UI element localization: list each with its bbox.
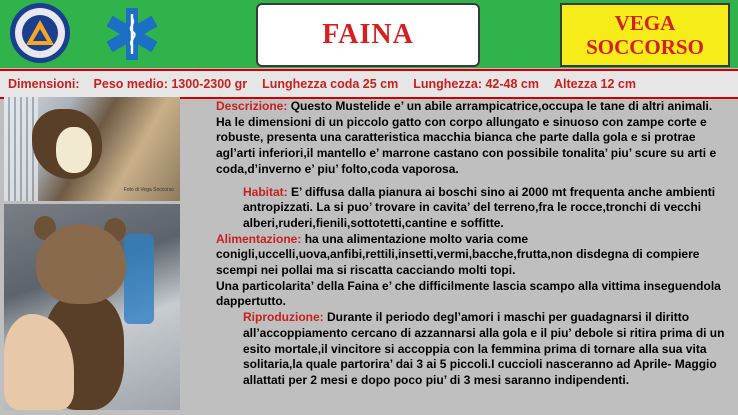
- photo-signature: Foto di Vega Soccorso: [123, 187, 174, 193]
- brand-line-1: VEGA: [614, 11, 676, 35]
- description-text: Questo Mustelide e’ un abile arrampicatrice,occupa le tane di altri animali. Ha le dimensioni di un piccolo gatto con corpo allungato e sinuoso con zampe corte e robuste, presenta una caratteristica macchia bianca che parte dalla gola e si protrae agl’arti inferiori,il mantello e’ marrone castano con possibile tonalita’ piu’ scure su arti e coda,d’inverno e’ piu’ folto,coda vaporosa.: [216, 99, 717, 176]
- alimentazione-label: Alimentazione:: [216, 231, 302, 246]
- riproduzione-paragraph: [216, 310, 730, 389]
- riproduzione-label: Riproduzione:: [243, 310, 324, 325]
- header-bar: [0, 0, 738, 68]
- alimentazione-text: ha una alimentazione molto varia come conigli,uccelli,uova,anfibi,rettili,insetti,vermi,bacche,frutta,non disdegna di compiere scempi nei pollai ma si riscatta cacciando molti topi.: [216, 231, 700, 278]
- photo-head: [36, 224, 126, 304]
- dimension-length: Lunghezza: 42-48 cm: [413, 77, 539, 91]
- photo-white-bib: [56, 127, 92, 173]
- description-paragraph: Descrizione: Questo Mustelide e’ un abile arrampicatrice,occupa le tane di altri animali. Ha le dimensioni di un piccolo gatto con corpo allungato e sinuoso con zampe corte e robuste, presenta una caratteristica macchia bianca che parte dalla gola e si protrae agl’arti inferiori,il mantello e’ marrone castano con possibile tonalita’ piu’ scure su arti e coda,d’inverno e’ piu’ folto,coda vaporosa.: [216, 99, 717, 176]
- photo-marten-bottom: [4, 204, 180, 410]
- brand-box: [560, 3, 730, 67]
- photo-bottle: [124, 234, 154, 324]
- dimensions-label: Dimensioni:: [8, 77, 80, 91]
- habitat-label: Habitat:: [243, 184, 288, 199]
- habitat-text: E’ diffusa dalla pianura ai boschi sino ai 2000 mt frequenta anche ambienti antropizzati. La si puo’ trovare in cavita’ del terreno,fra le rocce,tronchi di vecchi alberi,ruderi,fienili,sottotetti,cantine e soffitte.: [243, 184, 716, 230]
- triangle-icon: [24, 17, 56, 49]
- content-text: [216, 99, 730, 389]
- star-of-life-icon: [104, 6, 160, 62]
- dimension-height: Altezza 12 cm: [553, 77, 636, 91]
- civil-protection-logo: [10, 3, 70, 63]
- brand-line-2: SOCCORSO: [586, 35, 704, 59]
- title-box: [256, 3, 480, 67]
- dimension-weight: Peso medio: 1300-2300 gr: [93, 77, 248, 91]
- alimentazione-paragraph: [216, 232, 730, 279]
- dimension-tail: Lunghezza coda 25 cm: [262, 77, 399, 91]
- dimensions-bar: [0, 69, 738, 99]
- page-title: FAINA: [322, 19, 414, 50]
- photo-marten-top: [4, 97, 180, 201]
- habitat-paragraph: [216, 185, 730, 232]
- riproduzione-text: Durante il periodo degl’amori i maschi per guadagnarsi il diritto all’accoppiamento cercano di azzannarsi alla gola e il piu’ debole si ritira prima di un esito mortale,il vincitore si accoppia con la femmina prima di tornare alla sua vita solitaria,la quale partorira’ dai 3 ai 5 piccoli.I cuccioli nasceranno ad Aprile- Maggio allattati per 2 mesi e dopo poco piu’ di 3 mesi saranno indipendenti.: [243, 310, 725, 387]
- alimentazione-note: Una particolarita’ della Faina e’ che difficilmente lascia scampo alla vittima inseguendola dappertutto.: [216, 278, 721, 309]
- description-label: Descrizione: [216, 99, 284, 113]
